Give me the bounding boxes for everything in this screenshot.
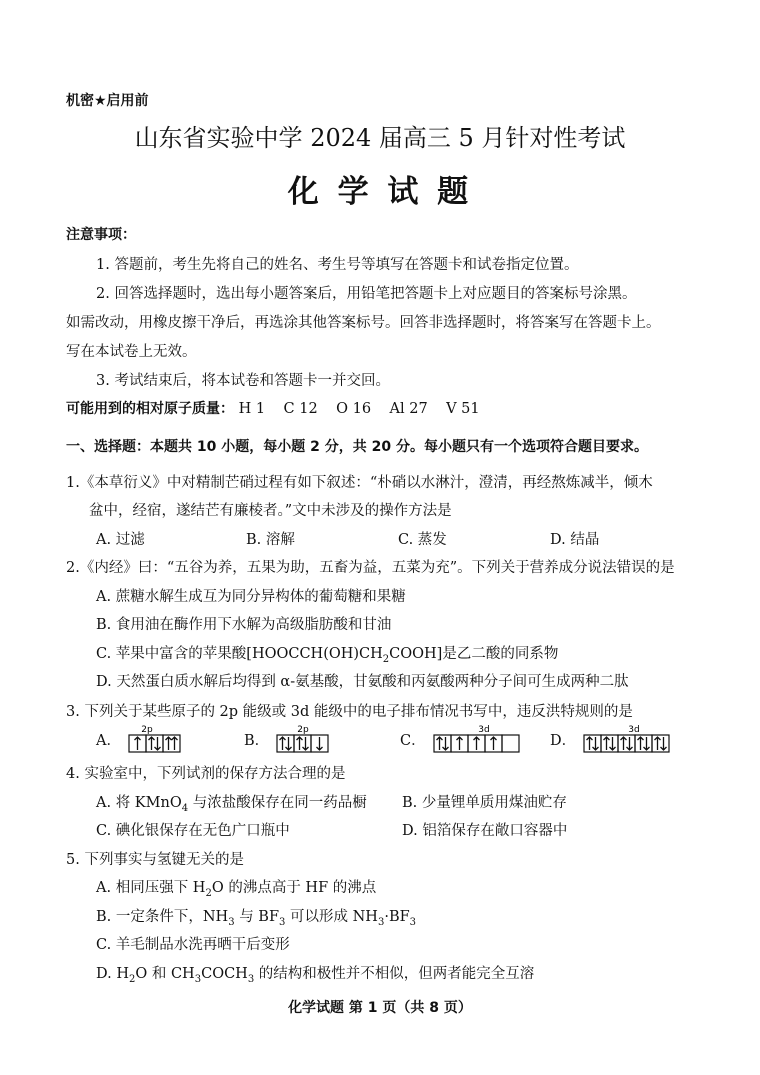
q5-b-text-1: B. 一定条件下，NH: [96, 909, 229, 925]
electron-down-arrow: [303, 737, 309, 750]
q4-option-c[interactable]: C. 碘化银保存在无色广口瓶中: [96, 823, 290, 839]
confidential-label: 机密★启用前: [66, 93, 149, 109]
electron-up-arrow: [148, 737, 154, 750]
q5-option-b[interactable]: [96, 905, 416, 928]
q2-c-text-2: COOH]是乙二酸的同系物: [389, 646, 559, 662]
q5-option-d[interactable]: [96, 962, 534, 985]
q4-option-a[interactable]: [96, 791, 367, 814]
q1-stem-line1: 1.《本草衍义》中对精制芒硝过程有如下叙述：“朴硝以水淋汁，澄清，再经熬炼减半，倾木: [66, 475, 653, 491]
electron-down-arrow: [442, 737, 448, 750]
subject-title: 化 学 试 题: [287, 174, 473, 210]
q3-a-level-label: 2p: [141, 725, 153, 735]
q1-stem-line2: 盆中，经宿，遂结芒有廉棱者。”文中未涉及的操作方法是: [89, 503, 452, 519]
q4-a-text-2: 与浓盐酸保存在同一药品橱: [188, 795, 367, 811]
electron-up-arrow: [134, 737, 140, 750]
electron-up-arrow: [280, 737, 286, 750]
q2-option-a[interactable]: A. 蔗糖水解生成互为同分异构体的葡萄糖和果糖: [96, 589, 406, 605]
orbital-box: [146, 735, 163, 752]
orbital-box: [277, 735, 294, 752]
electron-up-arrow: [638, 737, 644, 750]
orbital-box: [635, 735, 652, 752]
q3-d-label: D．: [550, 732, 577, 749]
q3-c-level-label: 3d: [477, 725, 490, 735]
school-title: 山东省实验中学 2024 届高三 5 月针对性考试: [134, 124, 626, 152]
q3-option-a[interactable]: [96, 724, 187, 754]
electron-up-arrow: [604, 737, 610, 750]
atomic-mass-label: 可能用到的相对原子质量：: [66, 401, 234, 417]
electron-down-arrow: [661, 737, 667, 750]
q3-option-c[interactable]: [400, 724, 524, 754]
electron-down-arrow: [593, 737, 599, 750]
q5-d-text-1: D. H: [96, 966, 129, 982]
electron-up-arrow: [165, 737, 171, 750]
note-line-1: 1. 答题前，考生先将自己的姓名、考生号等填写在答题卡和试卷指定位置。: [96, 257, 579, 273]
orbital-box: [294, 735, 311, 752]
note-line-2c: 写在本试卷上无效。: [66, 344, 197, 360]
electron-down-arrow: [286, 737, 292, 750]
q4-stem: 4. 实验室中，下列试剂的保存方法合理的是: [66, 766, 346, 782]
q3-stem: 3. 下列关于某些原子的 2p 能级或 3d 能级中的电子排布情况书写中，违反洪特规则的是: [66, 704, 633, 720]
orbital-box: [163, 735, 180, 752]
q5-d-text-3: COCH: [201, 966, 248, 982]
q2-option-b[interactable]: B. 食用油在酶作用下水解为高级脂肪酸和甘油: [96, 617, 392, 633]
q3-a-label: A．: [96, 732, 121, 749]
electron-down-arrow: [154, 737, 160, 750]
q5-b-sub-4: 3: [409, 916, 417, 928]
q5-a-sub-1: 2: [205, 887, 212, 899]
q4-option-d[interactable]: D. 铝箔保存在敞口容器中: [402, 823, 568, 839]
electron-up-arrow: [587, 737, 593, 750]
electron-up-arrow: [655, 737, 661, 750]
q1-option-b[interactable]: B. 溶解: [246, 532, 295, 548]
q5-d-text-4: 的结构和极性并不相似，但两者能完全互溶: [254, 966, 535, 982]
q5-option-a[interactable]: [96, 876, 376, 899]
page-footer: 化学试题 第 1 页（共 8 页）: [288, 1000, 472, 1016]
electron-up-arrow: [171, 737, 177, 750]
q5-b-sub-2: 3: [279, 916, 286, 928]
atomic-mass-line: [66, 398, 480, 418]
q5-d-text-2: O 和 CH: [135, 966, 195, 982]
q2-stem: 2.《内经》曰：“五谷为养，五果为助，五畜为益，五菜为充”。下列关于营养成分说法错误的是: [66, 560, 675, 576]
q5-b-text-4: ·BF: [384, 909, 410, 925]
q3-a-orbital-diagram: [127, 724, 187, 754]
orbital-box: [618, 735, 635, 752]
electron-up-arrow: [621, 737, 627, 750]
q5-stem: 5. 下列事实与氢键无关的是: [66, 852, 244, 868]
q3-c-label: C．: [400, 732, 426, 749]
q2-c-sub: 2: [382, 653, 390, 665]
q3-d-level-label: 3d: [628, 725, 640, 735]
q5-b-sub-3: 3: [377, 916, 385, 928]
electron-up-arrow: [473, 737, 479, 750]
q4-option-b[interactable]: B. 少量锂单质用煤油贮存: [402, 795, 567, 811]
orbital-box: [502, 735, 519, 752]
electron-down-arrow: [644, 737, 650, 750]
q1-option-c[interactable]: C. 蒸发: [398, 532, 447, 548]
q5-d-sub-1: 2: [128, 973, 136, 985]
q3-b-orbital-diagram: [275, 724, 335, 754]
q5-a-text-1: A. 相同压强下 H: [96, 880, 206, 896]
note-line-2: 2. 回答选择题时，选出每小题答案后，用铅笔把答题卡上对应题目的答案标号涂黑。: [96, 286, 637, 302]
q2-c-text-1: C. 苹果中富含的苹果酸[HOOCCH(OH)CH: [96, 646, 383, 662]
q1-option-d[interactable]: D. 结晶: [550, 532, 600, 548]
note-line-2b: 如需改动，用橡皮擦干净后，再选涂其他答案标号。回答非选择题时，将答案写在答题卡上。: [66, 315, 661, 331]
electron-down-arrow: [610, 737, 616, 750]
note-line-3: 3. 考试结束后，将本试卷和答题卡一并交回。: [96, 373, 390, 389]
q5-d-sub-3: 3: [247, 973, 255, 985]
q3-option-b[interactable]: [244, 724, 335, 754]
q5-a-text-2: O 的沸点高于 HF 的沸点: [211, 880, 377, 896]
q4-a-sub: 4: [181, 802, 189, 814]
electron-down-arrow: [627, 737, 633, 750]
q3-b-label: B．: [244, 732, 270, 749]
notes-heading: 注意事项：: [66, 227, 136, 243]
orbital-box: [601, 735, 618, 752]
q3-d-orbital-diagram: [582, 724, 674, 754]
q3-option-d[interactable]: [550, 724, 674, 754]
electron-down-arrow: [317, 737, 323, 750]
q5-b-text-2: 与 BF: [234, 909, 280, 925]
q1-option-a[interactable]: A. 过滤: [96, 532, 145, 548]
q5-d-sub-2: 3: [194, 973, 202, 985]
q2-option-d[interactable]: D. 天然蛋白质水解后均得到 α-氨基酸，甘氨酸和丙氨酸两种分子间可生成两种二肽: [96, 674, 629, 690]
q2-option-c[interactable]: [96, 642, 558, 665]
q5-b-sub-1: 3: [228, 916, 235, 928]
q5-b-text-3: 可以形成 NH: [285, 909, 378, 925]
q4-a-text-1: A. 将 KMnO: [96, 795, 182, 811]
electron-up-arrow: [456, 737, 462, 750]
orbital-box: [434, 735, 451, 752]
electron-up-arrow: [490, 737, 496, 750]
electron-up-arrow: [436, 737, 442, 750]
section-heading: 一、选择题：本题共 10 小题，每小题 2 分，共 20 分。每小题只有一个选项符合题目要求。: [66, 439, 648, 455]
atomic-mass-values: H 1 C 12 O 16 Al 27 V 51: [238, 401, 480, 417]
orbital-box: [652, 735, 669, 752]
electron-up-arrow: [297, 737, 303, 750]
orbital-box: [584, 735, 601, 752]
q3-c-orbital-diagram: [432, 724, 524, 754]
q5-option-c[interactable]: C. 羊毛制品水洗再晒干后变形: [96, 937, 290, 953]
q3-b-level-label: 2p: [297, 725, 309, 735]
